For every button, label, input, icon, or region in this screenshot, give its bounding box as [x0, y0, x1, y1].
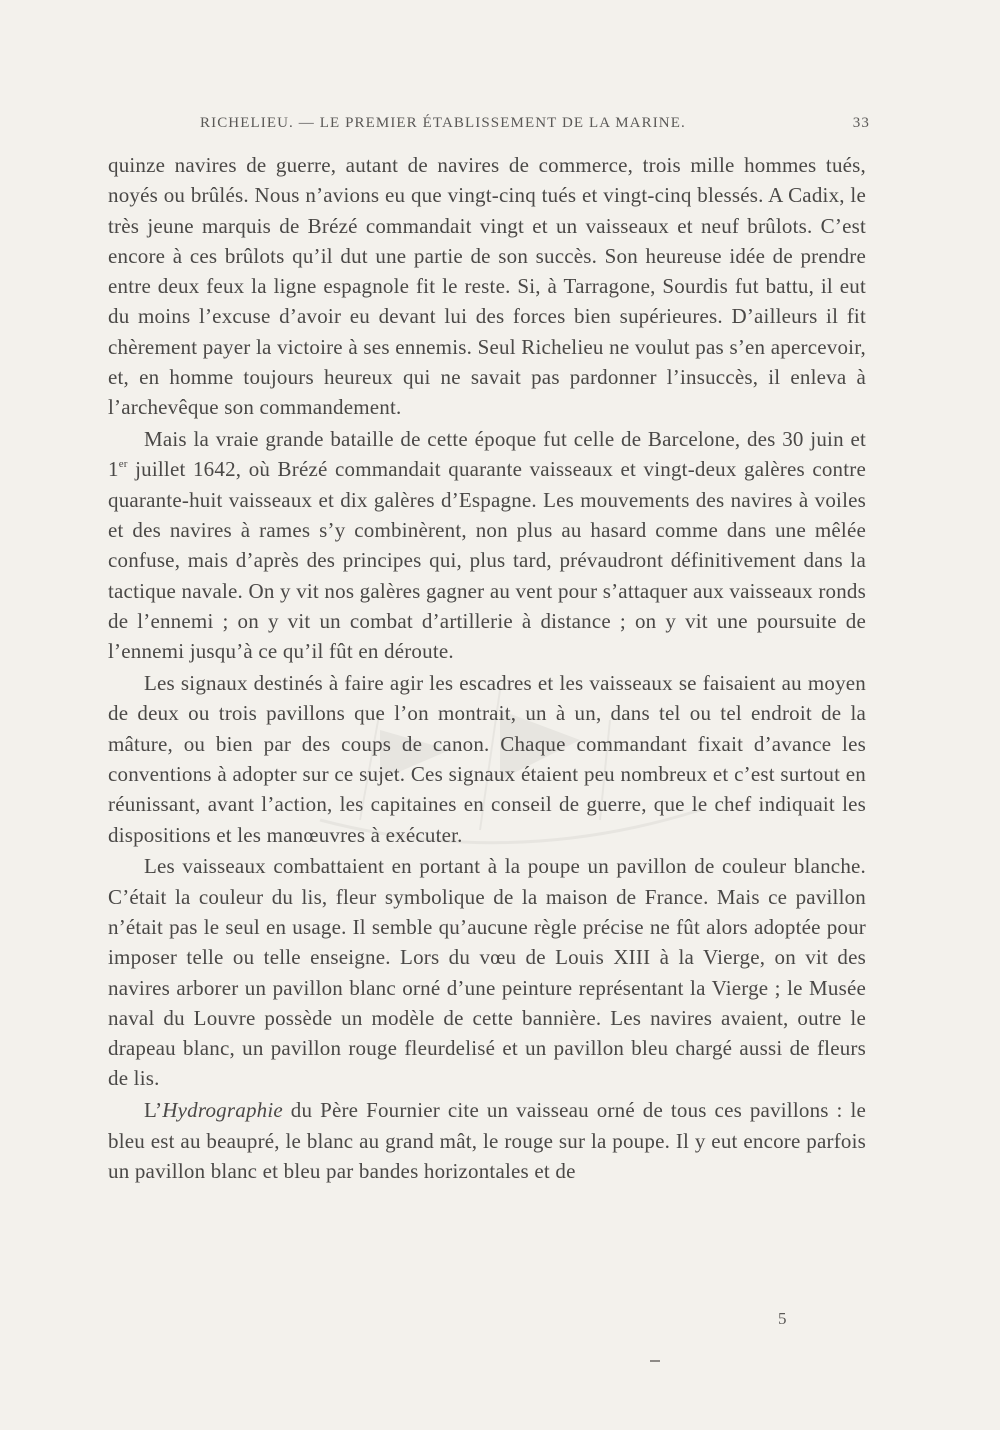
bottom-dash — [650, 1360, 660, 1362]
signature-mark: 5 — [778, 1309, 787, 1328]
paragraph-barcelone-text-2: juillet 1642, où Brézé commandait quarante vaisseaux et vingt-deux galères contre quarante-huit vaisseaux et dix galères d’Espagne. Les mouvements des navires à voiles et des navires à rames s’y combinèrent, non plus au hasard comme dans une mêlée confuse, mais d’après des principes qui, plus tard, prévaudront définitivement dans la tactique navale. On y vit nos galères gagner au vent pour s’attaquer aux vaisseaux ronds de l’ennemi ; on y vit un combat d’artillerie à distance ; on y vit une poursuite de l’ennemi jusqu’à ce qu’il fût en déroute. — [108, 457, 866, 664]
paragraph-barcelone-text-1: Mais la vraie grande bataille de cette époque fut celle de Barcelone, des 30 juin et 1 — [108, 427, 866, 482]
book-title-italic: Hydrographie — [162, 1098, 283, 1123]
paragraph-signaux: Les signaux destinés à faire agir les escadres et les vaisseaux se faisaient au moyen de deux ou trois pavillons que l’on montrait, un à un, dans tel ou tel endroit de la mâture, ou bien par des coups de canon. Chaque commandant fixait d’avance les conventions à adopter sur ce sujet. Ces signaux étaient peu nombreux et c’est surtout en réunissant, avant l’action, les capitaines en conseil de guerre, que le chef indiquait les dispositions et les manœuvres à exécuter. — [108, 671, 866, 847]
paragraph-pavillons: Les vaisseaux combattaient en portant à la poupe un pavillon de couleur blanche. C’était la couleur du lis, fleur symbolique de la maison de France. Mais ce pavillon n’était pas le seul en usage. Il semble qu’aucune règle précise ne fût alors adoptée pour imposer telle ou telle enseigne. Lors du vœu de Louis XIII à la Vierge, on vit des navires arborer un pavillon blanc orné d’une peinture représentant la Vierge ; le Musée naval du Louvre possède un modèle de cette bannière. Les navires avaient, outre le drapeau blanc, un pavillon rouge fleurdelisé et un pavillon bleu chargé aussi de fleurs de lis. — [108, 854, 866, 1091]
paragraph-barcelone — [108, 424, 866, 666]
running-head — [108, 115, 870, 139]
body-text — [108, 150, 866, 1188]
paragraph-hydrographie — [108, 1095, 866, 1186]
running-title: RICHELIEU. — LE PREMIER ÉTABLISSEMENT DE LA MARINE. — [200, 115, 686, 131]
paragraph-hydrographie-prefix: L’ — [144, 1098, 163, 1123]
paragraph-hydrographie-text: du Père Fournier cite un vaisseau orné de tous ces pavillons : le bleu est au beaupré, le blanc au grand mât, le rouge sur la poupe. Il y eut encore parfois un pavillon blanc et bleu par bandes horizontales et de — [108, 1098, 866, 1183]
page-number: 33 — [852, 115, 870, 131]
ordinal-superscript: er — [118, 458, 128, 471]
paragraph-continued: quinze navires de guerre, autant de navires de commerce, trois mille hommes tués, noyés ou brûlés. Nous n’avions eu que vingt-cinq tués et vingt-cinq blessés. A Cadix, le très jeune marquis de Brézé commandait vingt et un vaisseaux et neuf brûlots. C’est encore à ces brûlots qu’il dut une partie de son succès. Son heureuse idée de prendre entre deux feux la ligne espagnole fit le reste. Si, à Tarragone, Sourdis fut battu, il eut du moins l’excuse d’avoir eu devant lui des forces bien supérieures. D’ailleurs il fit chèrement payer la victoire à ses ennemis. Seul Richelieu ne voulut pas s’en apercevoir, et, en homme toujours heureux qui ne savait pas pardonner l’insuccès, il enleva à l’archevêque son commandement. — [108, 153, 866, 420]
